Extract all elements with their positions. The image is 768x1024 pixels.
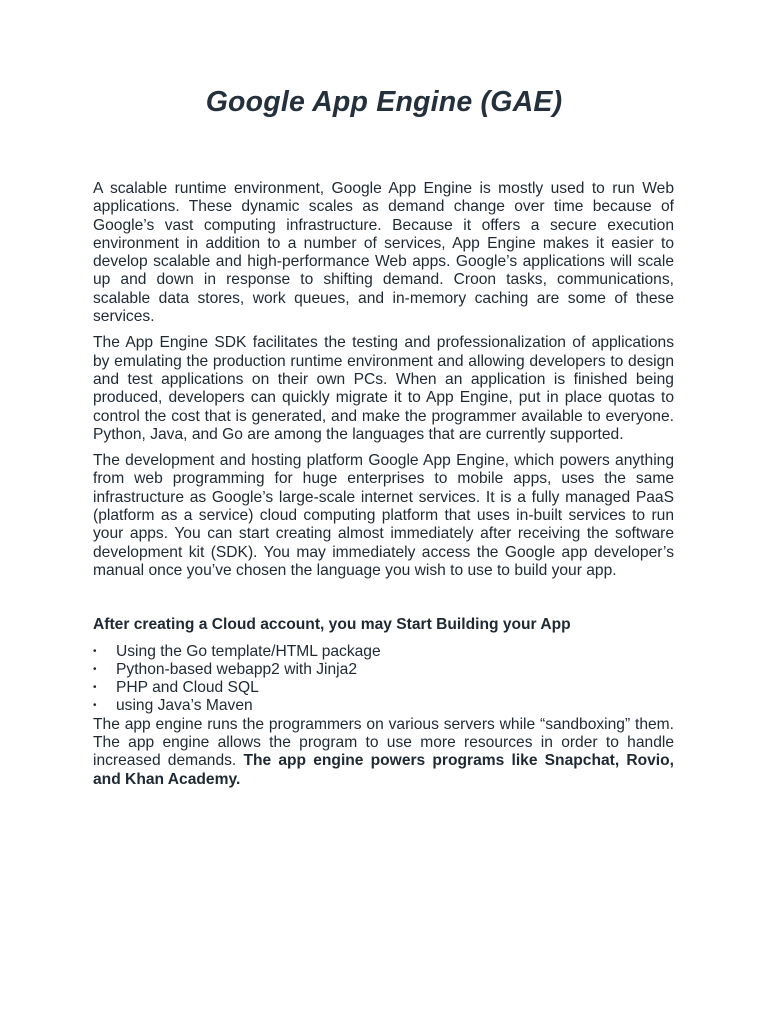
list-item-text: PHP and Cloud SQL <box>116 679 259 697</box>
list-item <box>93 697 674 715</box>
closing-text: The app engine runs the programmers on various servers while “sandboxing” them. The app engine allows the program to use more resources in order to handle increased demands. <box>93 715 674 770</box>
bullet-icon: • <box>93 645 97 657</box>
list-item-text: using Java’s Maven <box>116 697 253 715</box>
document-body <box>93 180 674 797</box>
list-item <box>93 679 674 697</box>
bullet-icon: • <box>93 663 97 675</box>
page-title: Google App Engine (GAE) <box>205 86 563 118</box>
paragraph-intro: A scalable runtime environment, Google App Engine is mostly used to run Web applications. These dynamic scales as demand change over time because of Google’s vast computing infrastructure. Because it offers a secure execution environment in addition to a number of services, App Engine makes it easier to develop scalable and high-performance Web apps. Google’s applications will scale up and down in response to shifting demand. Croon tasks, communications, scalable data stores, work queues, and in-memory caching are some of these services. <box>93 180 674 326</box>
list-item-text: Using the Go template/HTML package <box>116 642 381 660</box>
bullet-list <box>93 643 674 716</box>
closing-paragraph <box>93 716 674 789</box>
bullet-icon: • <box>93 682 97 694</box>
bullet-icon: • <box>93 700 97 712</box>
section-heading: After creating a Cloud account, you may Start Building your App <box>93 616 571 634</box>
paragraph-sdk: The App Engine SDK facilitates the testing and professionalization of applications by emulating the production runtime environment and allowing developers to design and test applications on their own PCs. When an application is finished being produced, developers can quickly migrate it to App Engine, put in place quotas to control the cost that is generated, and make the programmer available to everyone. Python, Java, and Go are among the languages that are currently supported. <box>93 334 674 443</box>
section-spacer <box>93 588 674 616</box>
list-item <box>93 643 674 661</box>
paragraph-platform: The development and hosting platform Google App Engine, which powers anything from web programming for huge enterprises to mobile apps, uses the same infrastructure as Google’s large-scale internet services. It is a fully managed PaaS (platform as a service) cloud computing platform that uses in-built services to run your apps. You can start creating almost immediately after receiving the software development kit (SDK). You may immediately access the Google app developer’s manual once you’ve chosen the language you wish to use to build your app. <box>93 452 674 579</box>
closing-bold-text: The app engine powers programs like Snapchat, Rovio, and Khan Academy. <box>93 752 674 788</box>
list-item <box>93 661 674 679</box>
list-item-text: Python-based webapp2 with Jinja2 <box>116 660 357 678</box>
